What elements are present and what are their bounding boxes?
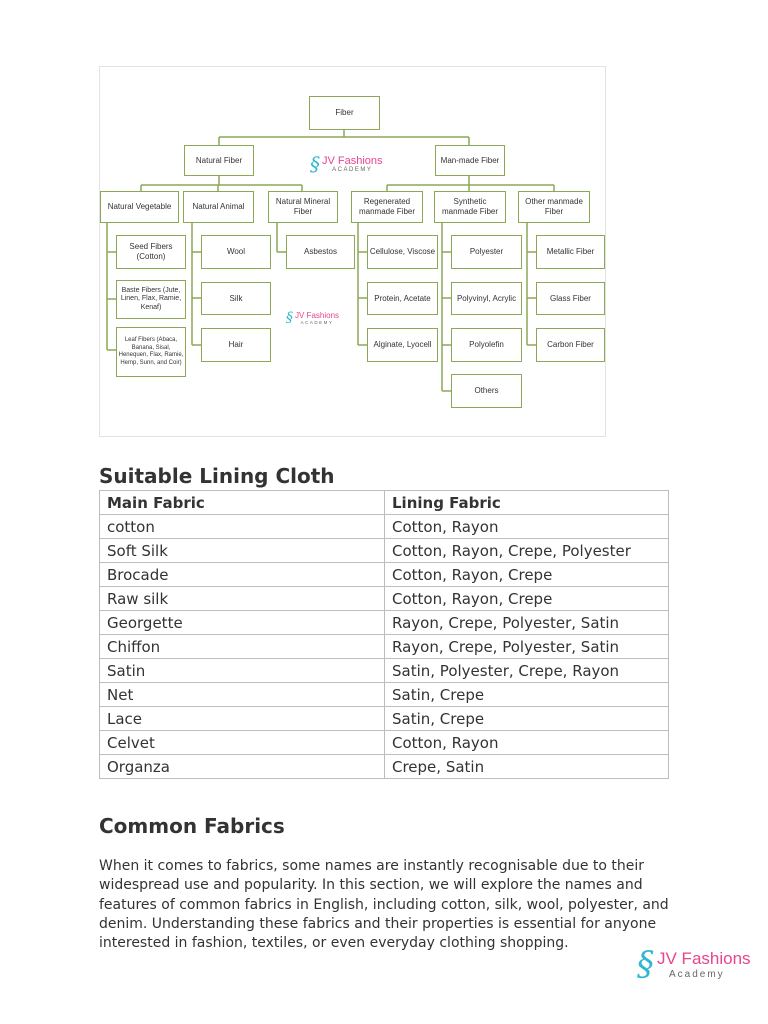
node-natural-fiber: Natural Fiber — [184, 145, 254, 176]
lining-table — [99, 490, 669, 779]
node-others: Others — [451, 374, 522, 408]
main-fabric-cell: Georgette — [100, 611, 385, 635]
logo-brand: JV Fashions — [322, 155, 383, 167]
node-manmade-fiber: Man-made Fiber — [435, 145, 505, 176]
header-lining-fabric: Lining Fabric — [385, 491, 669, 515]
footer-jv-fashions-logo — [637, 944, 751, 984]
node-asbestos: Asbestos — [286, 235, 355, 269]
table-row — [100, 539, 669, 563]
node-hair: Hair — [201, 328, 271, 362]
node-polyvinyl-acrylic: Polyvinyl, Acrylic — [451, 282, 522, 315]
node-natural-animal: Natural Animal — [183, 191, 254, 223]
node-seed-fibers: Seed Fibers (Cotton) — [116, 235, 186, 269]
table-row — [100, 587, 669, 611]
lining-fabric-cell: Rayon, Crepe, Polyester, Satin — [385, 635, 669, 659]
jv-fashions-logo-small — [286, 310, 339, 326]
node-wool: Wool — [201, 235, 271, 269]
node-silk: Silk — [201, 282, 271, 315]
node-natural-vegetable: Natural Vegetable — [100, 191, 179, 223]
table-row — [100, 755, 669, 779]
main-fabric-cell: Brocade — [100, 563, 385, 587]
main-fabric-cell: Lace — [100, 707, 385, 731]
header-main-fabric: Main Fabric — [100, 491, 385, 515]
node-baste-fibers: Baste Fibers (Jute, Linen, Flax, Ramie, Kenaf) — [116, 280, 186, 319]
lining-fabric-cell: Satin, Crepe — [385, 683, 669, 707]
table-row — [100, 659, 669, 683]
table-row — [100, 635, 669, 659]
node-fiber: Fiber — [309, 96, 380, 130]
table-row — [100, 731, 669, 755]
main-fabric-cell: Celvet — [100, 731, 385, 755]
lining-fabric-cell: Crepe, Satin — [385, 755, 669, 779]
lining-fabric-cell: Cotton, Rayon, Crepe, Polyester — [385, 539, 669, 563]
common-section-title: Common Fabrics — [99, 814, 285, 838]
lining-fabric-cell: Satin, Polyester, Crepe, Rayon — [385, 659, 669, 683]
main-fabric-cell: Soft Silk — [100, 539, 385, 563]
footer-logo-brand: JV Fashions — [657, 948, 751, 968]
swirl-icon: § — [286, 310, 293, 326]
node-synthetic-manmade: Synthetic manmade Fiber — [434, 191, 506, 223]
logo-sub: ACADEMY — [300, 320, 334, 325]
node-leaf-fibers: Leaf Fibers (Abaca, Banana, Sisal, Henequen, Flax, Ramie, Hemp, Sunn, and Coir) — [116, 327, 186, 377]
lining-fabric-cell: Cotton, Rayon, Crepe — [385, 563, 669, 587]
node-protein-acetate: Protein, Acetate — [367, 282, 438, 315]
main-fabric-cell: Raw silk — [100, 587, 385, 611]
footer-logo-sub: Academy — [669, 968, 725, 980]
fiber-classification-diagram — [99, 66, 606, 437]
node-carbon-fiber: Carbon Fiber — [536, 328, 605, 362]
node-polyester: Polyester — [451, 235, 522, 269]
lining-section-title: Suitable Lining Cloth — [99, 464, 335, 488]
main-fabric-cell: cotton — [100, 515, 385, 539]
node-regenerated-manmade: Regenerated manmade Fiber — [351, 191, 423, 223]
main-fabric-cell: Net — [100, 683, 385, 707]
lining-fabric-cell: Satin, Crepe — [385, 707, 669, 731]
node-metallic-fiber: Metallic Fiber — [536, 235, 605, 269]
table-row — [100, 515, 669, 539]
node-alginate-lyocell: Alginate, Lyocell — [367, 328, 438, 362]
table-row — [100, 683, 669, 707]
main-fabric-cell: Organza — [100, 755, 385, 779]
table-row — [100, 563, 669, 587]
table-header-row — [100, 491, 669, 515]
node-glass-fiber: Glass Fiber — [536, 282, 605, 315]
table-row — [100, 611, 669, 635]
node-other-manmade: Other manmade Fiber — [518, 191, 590, 223]
logo-sub: ACADEMY — [332, 167, 373, 173]
node-cellulose-viscose: Cellulose, Viscose — [367, 235, 438, 269]
main-fabric-cell: Chiffon — [100, 635, 385, 659]
jv-fashions-logo — [310, 152, 383, 176]
swirl-icon: § — [310, 152, 320, 176]
logo-brand: JV Fashions — [295, 311, 340, 320]
table-row — [100, 707, 669, 731]
lining-fabric-cell: Rayon, Crepe, Polyester, Satin — [385, 611, 669, 635]
lining-fabric-cell: Cotton, Rayon — [385, 515, 669, 539]
lining-fabric-cell: Cotton, Rayon, Crepe — [385, 587, 669, 611]
lining-fabric-cell: Cotton, Rayon — [385, 731, 669, 755]
node-natural-mineral: Natural Mineral Fiber — [268, 191, 338, 223]
node-polyolefin: Polyolefin — [451, 328, 522, 362]
common-fabrics-paragraph: When it comes to fabrics, some names are instantly recognisable due to their widespread use and popularity. In this section, we will explore the names and features of common fabrics in English, including cotton, silk, wool, polyester, and denim. Understanding these fabrics and their properties is essential for anyone interested in fashion, textiles, or even everyday clothing shopping. — [99, 858, 669, 952]
main-fabric-cell: Satin — [100, 659, 385, 683]
swirl-icon: § — [637, 944, 654, 984]
